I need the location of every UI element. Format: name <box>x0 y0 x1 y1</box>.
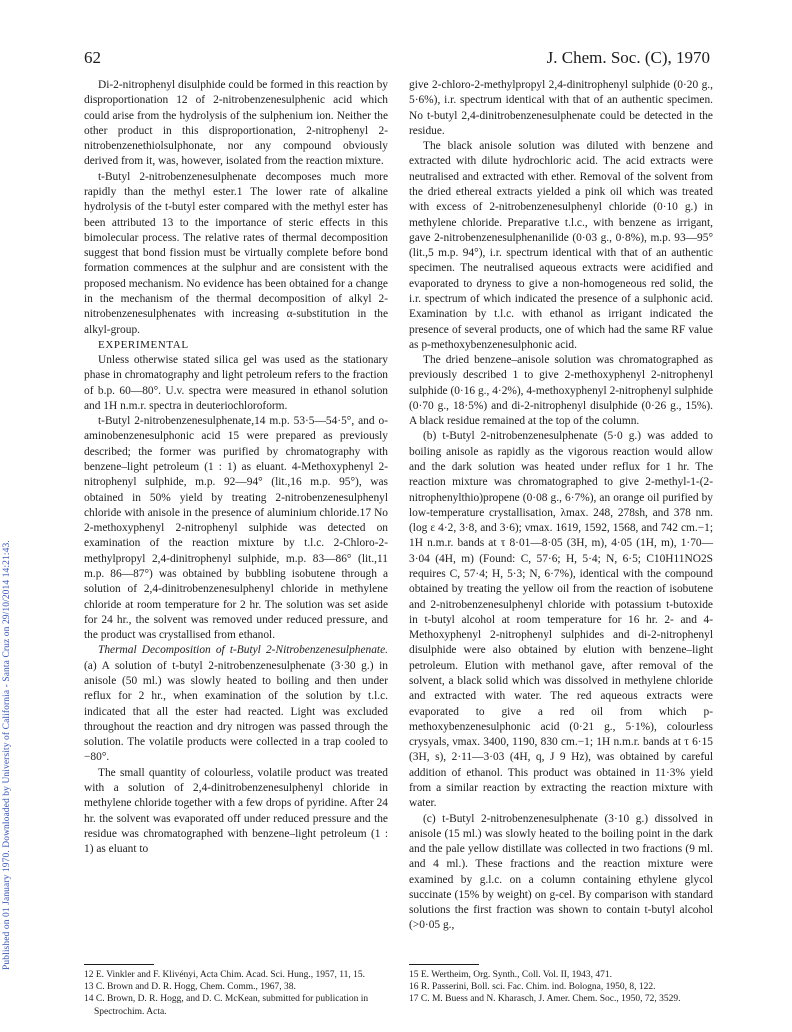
paragraph-experiment-b: (b) t-Butyl 2-nitrobenzenesulphenate (5·0 g.) was added to boiling anisole as rapidly as the vigorous reaction would allow and the dark solution was heated under reflux for 1 hr. The reaction mixture was chromatographed to give 2-methyl-1-(2-nitrophenylthio)propene (0·08 g., 6·7%), an orange oil purified by low-temperature crystallisation, λmax. 248, 278sh, and 378 nm. (log ε 4·2, 3·8, and 3·6); νmax. 1619, 1592, 1568, and 742 cm.−1; 1H n.m.r. bands at τ 8·01—8·05 (3H, m), 4·05 (1H, m), 1·70—3·04 (4H, m) (Found: C, 57·6; H, 5·4; N, 6·5; C10H11NO2S requires C, 57·4; H, 5·3; N, 6·7%), identical with the compound obtained by treating the yellow oil from the reaction of isobutene and 2-nitrobenzenesulphenyl chloride with potassium t-butoxide in t-butyl alcohol at room temperature for 16 hr. 2- and 4-Methoxyphenyl 2-nitrophenyl sulphides and di-2-nitrophenyl disulphide were also obtained by elution with benzene–light petroleum. Elution with methanol gave, after removal of the solvent, a black solid which was dissolved in methylene chloride and extracted with water. The red aqueous extracts were evaporated to give a red oil from which p-methoxybenzenesulphonic acid (0·21 g., 5·1%), colourless crysyals, νmax. 3400, 1190, 830 cm.−1; 1H n.m.r. bands at τ 6·15 (3H, s), 2·11—3·03 (4H, q, J 9 Hz), was obtained by careful addition of ethanol. This product was obtained in 11·3% yield from a similar reaction by extracting the reaction mixture with water. <box>409 430 713 810</box>
download-notice-text[interactable]: Published on 01 January 1970. Downloaded by University of California - Santa Cruz on 29/10/2014 14:21:43. <box>2 540 12 970</box>
footnote-rule-left <box>84 964 154 965</box>
paragraph-experiment-c: (c) t-Butyl 2-nitrobenzenesulphenate (3·10 g.) dissolved in anisole (15 ml.) was slowly heated to the boiling point in the dark and the pale yellow distillate was collected in two fractions (9 ml. and 4 ml.). These fractions and the reaction mixture were examined by g.l.c. on a column containing ethylene glycol succinate (15% by weight) on g-cel. By comparison with standard solutions the first fraction was shown to contain t-butyl alcohol (>0·05 g., <box>409 812 713 932</box>
footnote-17: 17 C. M. Buess and N. Kharasch, J. Amer. Chem. Soc., 1950, 72, 3529. <box>409 994 681 1005</box>
paragraph-thermal-decomposition <box>84 643 388 765</box>
paragraph-continued: give 2-chloro-2-methylpropyl 2,4-dinitrophenyl sulphide (0·20 g., 5·6%), i.r. spectrum identical with that of an authentic specimen. No t-butyl 2,4-dinitrobenzenesulphenate could be detected in the residue. <box>409 79 713 137</box>
footnote-16: 16 R. Passerini, Boll. sci. Fac. Chim. ind. Bologna, 1950, 8, 122. <box>409 982 656 993</box>
journal-running-head: J. Chem. Soc. (C), 1970 <box>546 48 710 67</box>
paragraph-general-methods: Unless otherwise stated silica gel was used as the stationary phase in chromatography and light petroleum refers to the fraction of b.p. 60—80°. U.v. spectra were measured in ethanol solution and 1H n.m.r. spectra in deuteriochloroform. <box>84 354 388 412</box>
footnote-15: 15 E. Wertheim, Org. Synth., Coll. Vol. II, 1943, 471. <box>409 970 613 980</box>
footnotes-right <box>409 969 713 1006</box>
footnote-13: 13 C. Brown and D. R. Hogg, Chem. Comm., 1967, 38. <box>84 982 296 993</box>
footnotes-left <box>84 969 388 1018</box>
subsection-title: Thermal Decomposition of t-Butyl 2-Nitrobenzenesulphenate. <box>98 644 388 657</box>
footnote-12: 12 E. Vinkler and F. Klivényi, Acta Chim. Acad. Sci. Hung., 1957, 11, 15. <box>84 970 366 980</box>
paragraph-volatile-product: The small quantity of colourless, volatile product was treated with a solution of 2,4-dinitrobenzenesulphenyl chloride in methylene chloride together with a few drops of pyridine. After 24 hr. the solvent was evaporated off under reduced pressure and the residue was chromatographed with benzene–light petroleum (1 : 1) as eluant to <box>84 766 388 856</box>
section-heading-experimental: EXPERIMENTAL <box>98 338 189 351</box>
paragraph-disproportionation: Di-2-nitrophenyl disulphide could be formed in this reaction by disproportionation 12 of 2-nitrobenzenesulphenic acid which could arise from the hydrolysis of the sulphenium ion. Neither the other product in this disproportionation, 2-nitrophenyl 2-nitrobenzenethiolsulphonate, nor any compound obviously derived from it, was, however, isolated from the reaction mixture. <box>84 79 388 168</box>
right-column <box>409 78 713 934</box>
footnote-14: 14 C. Brown, D. R. Hogg, and D. C. McKean, submitted for publication in Spectrochim. Acta. <box>84 994 369 1017</box>
paragraph-materials: t-Butyl 2-nitrobenzenesulphenate,14 m.p. 53·5—54·5°, and o-aminobenzenesulphonic acid 15 were prepared as previously described; the former was purified by chromatography with benzene–light petroleum (1 : 1) as eluant. 4-Methoxyphenyl 2-nitrophenyl sulphide, m.p. 92—94° (lit.,16 m.p. 95°), was obtained in 50% yield by treating 2-nitrobenzenesulphenyl chloride with anisole in the presence of aluminium chloride.17 No 2-methoxyphenyl 2-nitrophenyl sulphide was detected on examination of the reaction mixture by t.l.c. 2-Chloro-2-methylpropyl 2,4-dinitrophenyl sulphide, m.p. 83—86° (lit.,11 m.p. 86—87°) was obtained by bubbling isobutene through a solution of 2,4-dinitrobenzenesulphenyl chloride in methylene chloride at room temperature for 2 hr. The solution was set aside for 24 hr., the solvent was removed under reduced pressure, and the product was crystallised from ethanol. <box>84 415 388 642</box>
paragraph-anisole-solution: The black anisole solution was diluted with benzene and extracted with dilute hydrochloric acid. The acid extracts were neutralised and extracted with ether. Removal of the solvent from the dried ethereal extracts yielded a pink oil which was treated with excess of 2-nitrobenzenesulphenyl chloride (0·10 g.) in methylene chloride. Preparative t.l.c., with benzene as irrigant, gave 2-nitrobenzenesulphenanilide (0·03 g., 0·8%), m.p. 93—95° (lit.,5 m.p. 94°), i.r. spectrum identical with that of an authentic specimen. The neutralised aqueous extracts were acidified and evaporated to dryness to give a non-homogeneous red solid, the i.r. spectrum of which indicated the presence of a sulphonic acid. Examination by t.l.c. with ethanol as irrigant indicated the presence of several products, one of which had the same RF value as p-methoxybenzenesulphonic acid. <box>409 140 713 351</box>
footnote-rule-right <box>409 964 479 965</box>
subsection-body: (a) A solution of t-butyl 2-nitrobenzenesulphenate (3·30 g.) in anisole (50 ml.) was slowly heated to boiling and then under reflux for 2 hr., when examination of the solution by t.l.c. indicated that all the ester had reacted. Light was excluded throughout the reaction and dry nitrogen was passed through the solution. The volatile products were collected in a trap cooled to −80°. <box>84 659 388 764</box>
paragraph-chromatography: The dried benzene–anisole solution was chromatographed as previously described 1 to give 2-methoxyphenyl 2-nitrophenyl sulphide (0·16 g., 4·2%), 4-methoxyphenyl 2-nitrophenyl sulphide (0·70 g., 18·5%) and di-2-nitrophenyl disulphide (0·26 g., 15%). A black residue remained at the top of the column. <box>409 354 714 428</box>
left-column <box>84 78 388 857</box>
page-number: 62 <box>84 48 101 67</box>
paragraph-t-butyl-ester: t-Butyl 2-nitrobenzenesulphenate decomposes much more rapidly than the methyl ester.1 The lower rate of alkaline hydrolysis of the t-butyl ester compared with the methyl ester has been attributed 13 to the importance of steric effects in this bimolecular process. The relative rates of thermal decomposition suggest that bond fission must be virtually complete before bond formation commences at the sulphur and are consistent with the proposed mechanism. No evidence has been obtained for a change in the mechanism of the thermal decomposition of alkyl 2-nitrobenzenesulphenates with increasing α-substitution in the alkyl-group. <box>84 170 388 336</box>
